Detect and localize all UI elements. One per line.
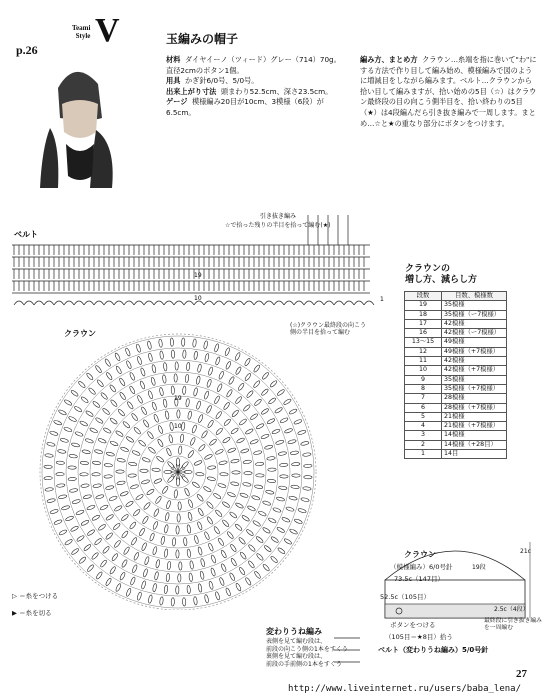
side-pickup: （105目＝★8目）拾う [385, 633, 453, 641]
size-line [166, 87, 346, 98]
page-reference: p.26 [16, 43, 38, 57]
special-line-4: 前段の手前側の1本をすくう [266, 660, 342, 668]
row-number: 8 [405, 384, 442, 393]
row-stitches: 42模様 [442, 319, 507, 328]
row-number: 11 [405, 357, 442, 366]
source-url: http://www.liveinternet.ru/users/baba_lena/ [288, 684, 521, 694]
row-number: 16 [405, 329, 442, 338]
cut-yarn-icon: ▶ [12, 609, 17, 617]
row-number: 6 [405, 403, 442, 412]
legend-attach-text: ＝糸をつける [19, 592, 59, 600]
instructions-text: クラウン…糸端を指に巻いて"わ"にする方法で作り目して編み始め、模様編みで図のように増減目をしながら編みます。ベルト…クラウンから拾い目して編みますが、拾い始めの5目（☆）はクラウン最終段の目の向こう側半目を、拾い終わりの5目（★）は4段編んだら引き抜き編みで一周します。まとめ…☆と★の重なり部分にボタンをつけます。 [360, 55, 537, 128]
table-row [405, 431, 507, 440]
side-crown-title: クラウン [404, 550, 436, 559]
gauge-label: ゲージ [166, 97, 188, 107]
crown-row-19: 19 [174, 395, 182, 402]
row-stitches: 35模様 [442, 301, 507, 310]
style-letter: V [95, 12, 120, 49]
special-line-3: 裏側を見て編む段は、 [266, 653, 327, 660]
table-row [405, 347, 507, 356]
row-number: 9 [405, 375, 442, 384]
side-top-dim: 73.5c（147目） [394, 575, 444, 583]
row-number: 5 [405, 412, 442, 421]
row-number: 2 [405, 440, 442, 449]
size-text: 頭まわり52.5cm、深さ23.5cm。 [220, 86, 333, 96]
crown-chart [28, 320, 338, 610]
side-belt-rows: 2.5c（4段） [494, 606, 529, 613]
tools-text: かぎ針6/0号、5/0号。 [184, 76, 259, 86]
row-stitches: 35模様（+7模様） [442, 384, 507, 393]
materials-line [166, 55, 346, 76]
row-stitches: 42模様 [442, 357, 507, 366]
row-stitches: 49模様 [442, 338, 507, 347]
table-row [405, 450, 507, 459]
instructions-label: 編み方、まとめ方 [360, 55, 418, 64]
belt-num-left: 1 [380, 296, 384, 303]
slip-stitch-label: 引き抜き編み [260, 213, 297, 220]
table-row [405, 310, 507, 319]
row-number: 19 [405, 301, 442, 310]
table-row [405, 403, 507, 412]
belt-chart [8, 205, 398, 315]
row-number: 1 [405, 450, 442, 459]
instructions-block [360, 55, 538, 129]
attach-yarn-icon: ▷ [12, 592, 17, 600]
increase-table-title [405, 264, 477, 286]
table-row [405, 440, 507, 449]
page-title: 玉編みの帽子 [166, 32, 239, 46]
table-row [405, 384, 507, 393]
side-crown-sub: （模様編み）6/0号針 [390, 563, 453, 571]
row-stitches: 42模様（+7模様） [442, 366, 507, 375]
row-stitches: 14模様 [442, 431, 507, 440]
style-tag-line2: Style [75, 32, 91, 40]
header-rows: 段数 [405, 292, 442, 301]
side-belt-dim: 52.5c（105目） [380, 593, 430, 601]
special-line-1: 表側を見て編む段は、 [266, 638, 327, 645]
row-number: 4 [405, 422, 442, 431]
materials-label: 材料 [166, 55, 181, 64]
table-header-row [405, 292, 507, 301]
row-stitches: 35模様 [442, 375, 507, 384]
table-row [405, 375, 507, 384]
increase-table [404, 291, 507, 459]
header-stitches: 目数、模様数 [442, 292, 507, 301]
side-belt-title: ベルト（変わりうね編み）5/0号針 [378, 646, 489, 654]
row-stitches: 35模様（ー7模様） [442, 310, 507, 319]
side-button-label: ボタンをつける [390, 621, 436, 629]
row-stitches: 49模様（+7模様） [442, 347, 507, 356]
star-note-1: ☆で拾った残りの半目を拾って編む(★) [225, 222, 331, 229]
row-number: 17 [405, 319, 442, 328]
gauge-text: 模様編み20目が10cm、3模様（6段）が6.5cm。 [166, 97, 324, 117]
table-row [405, 338, 507, 347]
legend-cut [12, 608, 52, 617]
row-stitches: 28模様 [442, 394, 507, 403]
side-slip-note: 最終段に引き抜き編みを一周編む [484, 618, 542, 631]
row-stitches: 21模様（+7模様） [442, 422, 507, 431]
style-tag [72, 24, 90, 40]
gauge-line [166, 97, 346, 118]
legend-attach [12, 591, 58, 600]
materials-block [166, 55, 346, 119]
increase-title-line2: 増し方、減らし方 [405, 275, 478, 285]
row-number: 13〜15 [405, 338, 442, 347]
row-number: 12 [405, 347, 442, 356]
row-stitches: 21模様 [442, 412, 507, 421]
row-number: 3 [405, 431, 442, 440]
crown-label: クラウン [64, 329, 96, 338]
table-row [405, 357, 507, 366]
row-number: 18 [405, 310, 442, 319]
table-row [405, 422, 507, 431]
table-row [405, 366, 507, 375]
special-stitch-symbol [330, 630, 364, 670]
tools-line [166, 76, 346, 87]
table-row [405, 329, 507, 338]
tools-label: 用具 [166, 76, 181, 86]
special-stitch-title: 変わりうね編み [266, 627, 322, 636]
table-row [405, 301, 507, 310]
special-line-2: 前段の向こう側の1本をすくう [266, 645, 348, 653]
belt-label: ベルト [14, 230, 38, 239]
increase-title-line1: クラウンの [405, 264, 451, 274]
row-number: 7 [405, 394, 442, 403]
belt-num-right: 10 [194, 295, 202, 302]
size-label: 出来上がり寸法 [166, 86, 217, 96]
materials-text: ダイヤイーノ（ツィード）グレー（714）70g。直径2cmのボタン1個。 [166, 55, 341, 75]
model-photo [20, 48, 130, 188]
star-note-2: (☆)クラウン最終段の向こう側の半目を拾って編む [290, 322, 367, 336]
legend-cut-text: ＝糸を切る [19, 609, 52, 617]
row-stitches: 14目 [442, 450, 507, 459]
table-row [405, 394, 507, 403]
row-stitches: 28模様（+7模様） [442, 403, 507, 412]
side-height: 21c [520, 548, 531, 555]
row-stitches: 42模様（ー7模様） [442, 329, 507, 338]
row-stitches: 14模様（+28目） [442, 440, 507, 449]
table-row [405, 412, 507, 421]
belt-num-mid: 19 [194, 272, 202, 279]
style-tag-line1: Teami [72, 24, 91, 32]
table-row [405, 319, 507, 328]
crown-row-10: 10 [174, 423, 182, 430]
page-number: 27 [516, 668, 527, 680]
row-number: 10 [405, 366, 442, 375]
side-rows-label: 19段 [472, 564, 486, 571]
